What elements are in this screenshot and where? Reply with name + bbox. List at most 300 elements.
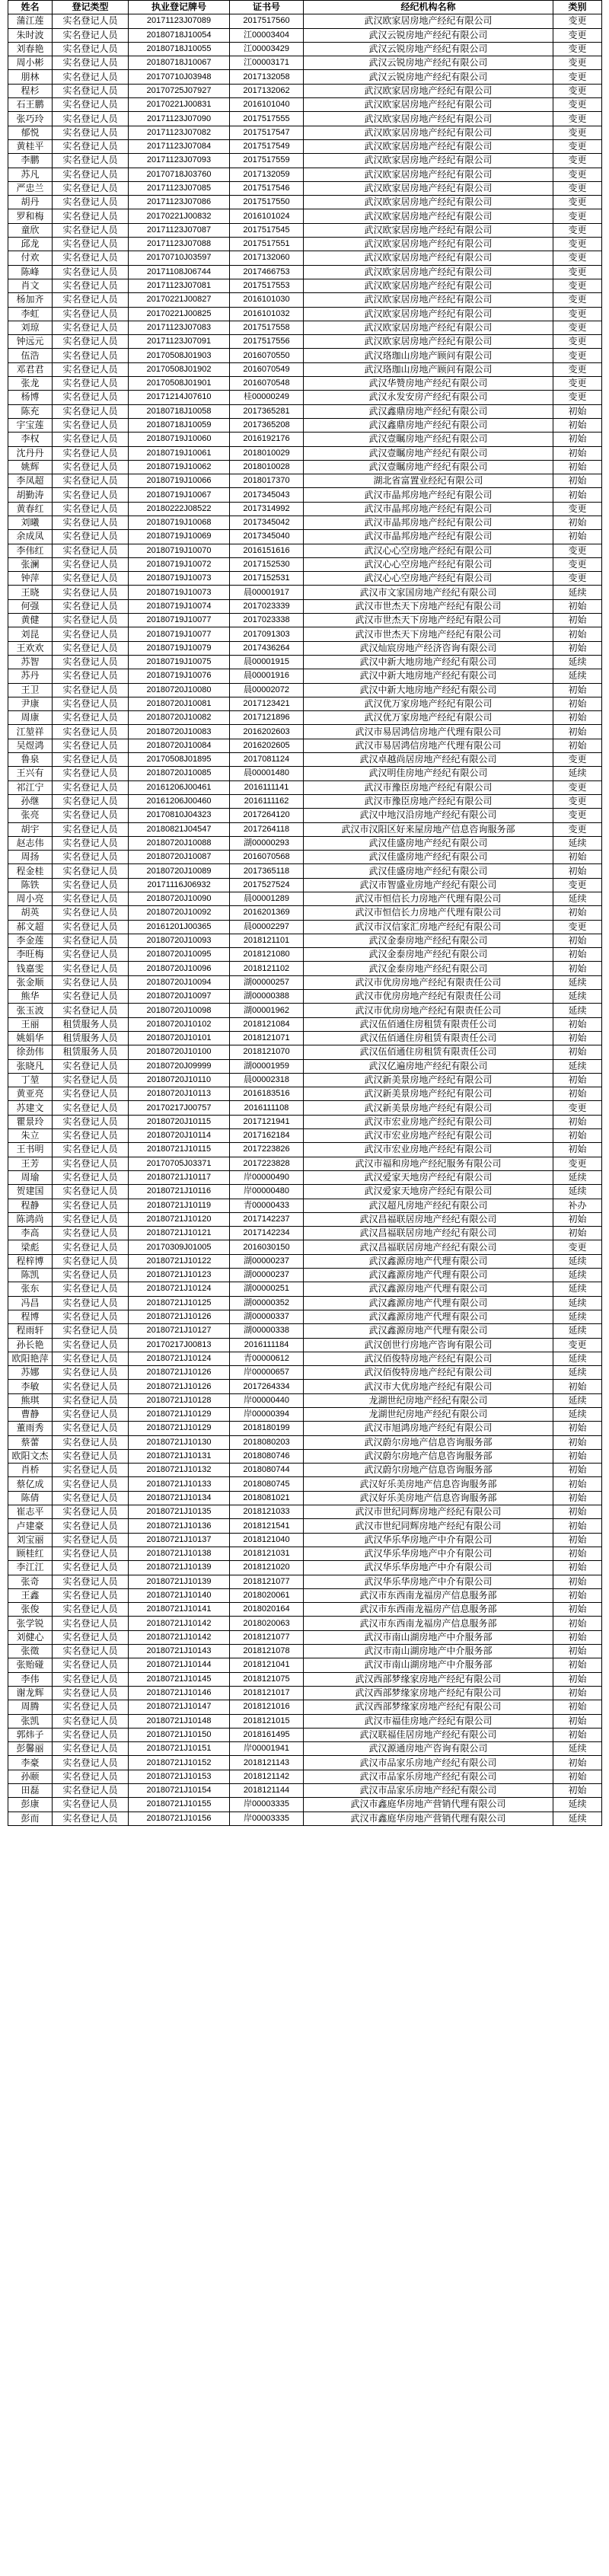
- cell-license-plate-number: 20180719J10074: [129, 599, 230, 613]
- cell-certificate-number: 2018121075: [230, 1672, 304, 1686]
- cell-name: 卢建豪: [8, 1519, 53, 1533]
- cell-certificate-number: 2016202605: [230, 739, 304, 752]
- cell-license-plate-number: 20171123J07086: [129, 196, 230, 209]
- cell-registration-type: 实名登记人员: [53, 377, 129, 391]
- cell-name: 瞿景玲: [8, 1115, 53, 1128]
- table-row: [8, 669, 602, 683]
- table-row: [8, 544, 602, 557]
- cell-registration-type: 实名登记人员: [53, 1296, 129, 1310]
- cell-certificate-number: 2017223828: [230, 1157, 304, 1170]
- cell-certificate-number: 2018020164: [230, 1603, 304, 1617]
- cell-license-plate-number: 20180721J10136: [129, 1519, 230, 1533]
- table-row: [8, 265, 602, 279]
- cell-license-plate-number: 20170508J01901: [129, 377, 230, 391]
- cell-agency-name: 武汉珞珈山房地产顾问有限公司: [304, 349, 553, 362]
- cell-license-plate-number: 20171123J07093: [129, 154, 230, 168]
- cell-certificate-number: 2017517549: [230, 139, 304, 153]
- cell-category: 延续: [553, 892, 602, 906]
- cell-registration-type: 实名登记人员: [53, 1645, 129, 1658]
- cell-agency-name: 武汉欧家居房地产经纪有限公司: [304, 126, 553, 139]
- cell-agency-name: 武汉金泰房地产经纪有限公司: [304, 962, 553, 975]
- cell-agency-name: 武汉好乐美房地产信息咨询服务部: [304, 1491, 553, 1505]
- table-row: [8, 181, 602, 195]
- cell-certificate-number: 2018161495: [230, 1728, 304, 1741]
- cell-license-plate-number: 20180721J10156: [129, 1811, 230, 1825]
- cell-agency-name: 武汉欧家居房地产经纪有限公司: [304, 14, 553, 28]
- cell-name: 姚娟华: [8, 1031, 53, 1045]
- cell-registration-type: 实名登记人员: [53, 516, 129, 529]
- table-header-row: [8, 1, 602, 14]
- cell-license-plate-number: 20180721J10139: [129, 1561, 230, 1575]
- cell-name: 周小亮: [8, 892, 53, 906]
- cell-license-plate-number: 20180720J10090: [129, 892, 230, 906]
- cell-name: 程梓博: [8, 1254, 53, 1268]
- table-row: [8, 1087, 602, 1101]
- cell-category: 变更: [553, 391, 602, 404]
- cell-registration-type: 实名登记人员: [53, 1811, 129, 1825]
- cell-name: 江堃祥: [8, 725, 53, 739]
- cell-registration-type: 实名登记人员: [53, 948, 129, 962]
- cell-certificate-number: 湖00000293: [230, 836, 304, 850]
- cell-name: 李旺梅: [8, 948, 53, 962]
- cell-certificate-number: 2018121080: [230, 948, 304, 962]
- cell-license-plate-number: 20170508J01903: [129, 349, 230, 362]
- cell-license-plate-number: 20180721J10130: [129, 1435, 230, 1449]
- cell-category: 变更: [553, 794, 602, 808]
- cell-category: 延续: [553, 669, 602, 683]
- cell-certificate-number: 2018121102: [230, 962, 304, 975]
- cell-name: 李江江: [8, 1561, 53, 1575]
- cell-license-plate-number: 20180721J10154: [129, 1784, 230, 1798]
- cell-certificate-number: 湖00000337: [230, 1310, 304, 1323]
- cell-certificate-number: 2017345042: [230, 516, 304, 529]
- cell-registration-type: 实名登记人员: [53, 265, 129, 279]
- cell-category: 初始: [553, 530, 602, 544]
- cell-registration-type: 实名登记人员: [53, 1519, 129, 1533]
- cell-registration-type: 实名登记人员: [53, 1449, 129, 1463]
- cell-agency-name: 武汉昌福联居房地产经纪有限公司: [304, 1227, 553, 1240]
- table-row: [8, 655, 602, 669]
- cell-registration-type: 实名登记人员: [53, 1798, 129, 1811]
- cell-registration-type: 实名登记人员: [53, 1422, 129, 1435]
- cell-name: 丁堃: [8, 1073, 53, 1087]
- cell-category: 变更: [553, 349, 602, 362]
- table-row: [8, 349, 602, 362]
- cell-agency-name: 武汉市汉信家汇房地产经纪有限公司: [304, 920, 553, 934]
- cell-certificate-number: 2017023338: [230, 614, 304, 627]
- cell-agency-name: 武汉鑫鼎房地产经纪有限公司: [304, 418, 553, 432]
- cell-license-plate-number: 20171123J07090: [129, 112, 230, 126]
- cell-license-plate-number: 20180721J10126: [129, 1380, 230, 1393]
- cell-license-plate-number: 20180719J10068: [129, 516, 230, 529]
- cell-name: 梁彪: [8, 1240, 53, 1254]
- cell-agency-name: 武汉市品家乐房地产经纪有限公司: [304, 1770, 553, 1783]
- cell-registration-type: 实名登记人员: [53, 139, 129, 153]
- table-row: [8, 168, 602, 181]
- cell-agency-name: 武汉市优房房地产经纪有限责任公司: [304, 1004, 553, 1017]
- cell-registration-type: 租赁服务人员: [53, 1017, 129, 1031]
- cell-license-plate-number: 20180719J10062: [129, 460, 230, 474]
- header-license-plate-number: 执业登记牌号: [129, 1, 230, 14]
- cell-category: 延续: [553, 1310, 602, 1323]
- cell-registration-type: 实名登记人员: [53, 1714, 129, 1728]
- cell-certificate-number: 岸00000394: [230, 1407, 304, 1421]
- cell-certificate-number: 2018080745: [230, 1477, 304, 1491]
- cell-license-plate-number: 20180719J10060: [129, 433, 230, 446]
- table-row: [8, 488, 602, 502]
- cell-registration-type: 实名登记人员: [53, 1588, 129, 1602]
- cell-certificate-number: 青00000433: [230, 1199, 304, 1212]
- cell-category: 变更: [553, 238, 602, 251]
- cell-category: 初始: [553, 1031, 602, 1045]
- cell-registration-type: 实名登记人员: [53, 307, 129, 321]
- table-row: [8, 1157, 602, 1170]
- cell-certificate-number: 2018121070: [230, 1045, 304, 1059]
- table-row: [8, 1017, 602, 1031]
- cell-category: 变更: [553, 377, 602, 391]
- cell-category: 延续: [553, 1407, 602, 1421]
- cell-certificate-number: 湖00000237: [230, 1254, 304, 1268]
- cell-category: 变更: [553, 265, 602, 279]
- cell-certificate-number: 2017264118: [230, 822, 304, 836]
- cell-agency-name: 武汉欧家居房地产经纪有限公司: [304, 209, 553, 223]
- table-row: [8, 1004, 602, 1017]
- cell-category: 变更: [553, 557, 602, 571]
- cell-agency-name: 武汉灿宸房地产经济咨询有限公司: [304, 641, 553, 655]
- table-row: [8, 1464, 602, 1477]
- table-row: [8, 683, 602, 697]
- table-row: [8, 1170, 602, 1184]
- table-row: [8, 822, 602, 836]
- cell-category: 初始: [553, 1686, 602, 1700]
- cell-name: 彭康: [8, 1798, 53, 1811]
- cell-category: 初始: [553, 1756, 602, 1770]
- cell-license-plate-number: 20170221J00832: [129, 209, 230, 223]
- cell-certificate-number: 青00000612: [230, 1352, 304, 1365]
- cell-agency-name: 武汉珞珈山房地产顾问有限公司: [304, 362, 553, 376]
- table-row: [8, 279, 602, 292]
- cell-category: 变更: [553, 154, 602, 168]
- cell-category: 变更: [553, 168, 602, 181]
- cell-registration-type: 实名登记人员: [53, 557, 129, 571]
- cell-name: 黄春红: [8, 502, 53, 516]
- cell-agency-name: 武汉优万家房地产经纪有限公司: [304, 697, 553, 710]
- cell-name: 张俊: [8, 1603, 53, 1617]
- cell-certificate-number: 湖00000257: [230, 975, 304, 989]
- cell-agency-name: 龙湖世纪房地产经纪有限公司: [304, 1407, 553, 1421]
- cell-license-plate-number: 20180721J10148: [129, 1714, 230, 1728]
- cell-agency-name: 武汉云锐房地产经纪有限公司: [304, 70, 553, 84]
- cell-license-plate-number: 20180720J10110: [129, 1073, 230, 1087]
- cell-certificate-number: 2016070549: [230, 362, 304, 376]
- cell-registration-type: 租赁服务人员: [53, 1045, 129, 1059]
- cell-name: 程金桂: [8, 864, 53, 878]
- cell-registration-type: 实名登记人员: [53, 196, 129, 209]
- cell-category: 变更: [553, 1157, 602, 1170]
- table-row: [8, 1227, 602, 1240]
- cell-license-plate-number: 20180720J10083: [129, 725, 230, 739]
- cell-agency-name: 武汉心心空房地产经纪有限公司: [304, 557, 553, 571]
- table-row: [8, 293, 602, 307]
- cell-certificate-number: 2018121031: [230, 1547, 304, 1560]
- cell-certificate-number: 2016101030: [230, 293, 304, 307]
- cell-license-plate-number: 20180720J10082: [129, 711, 230, 725]
- cell-name: 熊琪: [8, 1393, 53, 1407]
- cell-certificate-number: 2018180199: [230, 1422, 304, 1435]
- cell-certificate-number: 湖00000237: [230, 1269, 304, 1282]
- cell-certificate-number: 2018020063: [230, 1617, 304, 1630]
- cell-license-plate-number: 20180719J10073: [129, 572, 230, 586]
- cell-registration-type: 实名登记人员: [53, 767, 129, 780]
- cell-agency-name: 武汉明佳房地产经纪有限公司: [304, 767, 553, 780]
- header-category: 类别: [553, 1, 602, 14]
- cell-category: 变更: [553, 878, 602, 892]
- cell-certificate-number: 2017132059: [230, 168, 304, 181]
- cell-agency-name: 武汉市南山湖房地产中介服务部: [304, 1658, 553, 1672]
- cell-license-plate-number: 20180720J10080: [129, 683, 230, 697]
- cell-license-plate-number: 20180719J10079: [129, 641, 230, 655]
- table-row: [8, 1505, 602, 1519]
- cell-license-plate-number: 20180718J10058: [129, 404, 230, 418]
- table-row: [8, 725, 602, 739]
- cell-license-plate-number: 20180721J10123: [129, 1269, 230, 1282]
- cell-category: 初始: [553, 627, 602, 641]
- cell-name: 李伟红: [8, 544, 53, 557]
- cell-license-plate-number: 20180720J10095: [129, 948, 230, 962]
- cell-certificate-number: 2017345040: [230, 530, 304, 544]
- table-row: [8, 864, 602, 878]
- cell-name: 郁悦: [8, 126, 53, 139]
- cell-certificate-number: 2016111184: [230, 1338, 304, 1352]
- cell-category: 延续: [553, 767, 602, 780]
- cell-agency-name: 武汉伍佰通住房租赁有限责任公司: [304, 1017, 553, 1031]
- cell-name: 陈凯: [8, 1269, 53, 1282]
- cell-license-plate-number: 20180721J10153: [129, 1770, 230, 1783]
- table-row: [8, 1533, 602, 1547]
- cell-registration-type: 实名登记人员: [53, 1756, 129, 1770]
- cell-license-plate-number: 20180721J10126: [129, 1310, 230, 1323]
- cell-registration-type: 实名登记人员: [53, 1491, 129, 1505]
- cell-registration-type: 实名登记人员: [53, 1212, 129, 1226]
- cell-license-plate-number: 20180720J10101: [129, 1031, 230, 1045]
- cell-certificate-number: 江00003429: [230, 42, 304, 56]
- table-row: [8, 599, 602, 613]
- table-row: [8, 1254, 602, 1268]
- cell-certificate-number: 2017132058: [230, 70, 304, 84]
- cell-category: 初始: [553, 488, 602, 502]
- cell-registration-type: 实名登记人员: [53, 641, 129, 655]
- cell-name: 胡勤涛: [8, 488, 53, 502]
- cell-license-plate-number: 20180721J10124: [129, 1282, 230, 1296]
- cell-registration-type: 实名登记人员: [53, 1617, 129, 1630]
- table-row: [8, 238, 602, 251]
- cell-name: 胡英: [8, 906, 53, 920]
- cell-agency-name: 武汉市晶邦房地产经纪有限公司: [304, 502, 553, 516]
- cell-name: 童欣: [8, 223, 53, 237]
- cell-registration-type: 实名登记人员: [53, 1393, 129, 1407]
- cell-certificate-number: 2016192176: [230, 433, 304, 446]
- cell-name: 张奇: [8, 1575, 53, 1588]
- cell-category: 初始: [553, 1519, 602, 1533]
- cell-category: 延续: [553, 1269, 602, 1282]
- table-row: [8, 1073, 602, 1087]
- cell-certificate-number: 2016070548: [230, 377, 304, 391]
- cell-category: 初始: [553, 1672, 602, 1686]
- cell-registration-type: 实名登记人员: [53, 1004, 129, 1017]
- cell-agency-name: 武汉昌福联居房地产经纪有限公司: [304, 1240, 553, 1254]
- cell-agency-name: 武汉市恒信长力房地产代理有限公司: [304, 906, 553, 920]
- cell-certificate-number: 2018121143: [230, 1756, 304, 1770]
- cell-name: 顾桂红: [8, 1547, 53, 1560]
- cell-agency-name: 武汉市东西南龙福房产信息服务部: [304, 1603, 553, 1617]
- cell-registration-type: 实名登记人员: [53, 223, 129, 237]
- cell-certificate-number: 2017517556: [230, 335, 304, 349]
- cell-certificate-number: 2017517560: [230, 14, 304, 28]
- cell-agency-name: 武汉金泰房地产经纪有限公司: [304, 934, 553, 947]
- cell-license-plate-number: 20180721J10120: [129, 1212, 230, 1226]
- cell-license-plate-number: 20180721J10142: [129, 1617, 230, 1630]
- cell-license-plate-number: 20170710J03597: [129, 251, 230, 265]
- cell-certificate-number: 2017223826: [230, 1143, 304, 1157]
- cell-category: 初始: [553, 1575, 602, 1588]
- table-row: [8, 767, 602, 780]
- cell-agency-name: 武汉鑫源房地产代理有限公司: [304, 1296, 553, 1310]
- table-row: [8, 920, 602, 934]
- cell-agency-name: 武汉源通房地产咨询有限公司: [304, 1742, 553, 1756]
- table-row: [8, 934, 602, 947]
- cell-registration-type: 实名登记人员: [53, 627, 129, 641]
- cell-agency-name: 武汉欧家居房地产经纪有限公司: [304, 112, 553, 126]
- table-row: [8, 460, 602, 474]
- cell-certificate-number: 2018017370: [230, 474, 304, 488]
- cell-certificate-number: 2016111108: [230, 1101, 304, 1115]
- cell-name: 程静: [8, 1199, 53, 1212]
- table-row: [8, 1756, 602, 1770]
- cell-license-plate-number: 20171123J07091: [129, 335, 230, 349]
- table-row: [8, 878, 602, 892]
- cell-license-plate-number: 20180721J10119: [129, 1199, 230, 1212]
- cell-license-plate-number: 20180721J10132: [129, 1464, 230, 1477]
- cell-certificate-number: 桂00000249: [230, 391, 304, 404]
- cell-name: 朋林: [8, 70, 53, 84]
- cell-agency-name: 武汉中新大地房地产经纪有限公司: [304, 669, 553, 683]
- cell-category: 初始: [553, 851, 602, 864]
- cell-certificate-number: 岸00000490: [230, 1170, 304, 1184]
- cell-license-plate-number: 20180718J10054: [129, 28, 230, 42]
- cell-license-plate-number: 20161206J00460: [129, 794, 230, 808]
- cell-certificate-number: 2017517547: [230, 126, 304, 139]
- cell-agency-name: 武汉蔚尔房地产信息咨询服务部: [304, 1435, 553, 1449]
- cell-license-plate-number: 20180721J10155: [129, 1798, 230, 1811]
- cell-category: 变更: [553, 84, 602, 97]
- cell-license-plate-number: 20180720J10096: [129, 962, 230, 975]
- cell-category: 初始: [553, 1561, 602, 1575]
- registration-table: [8, 0, 602, 1826]
- cell-category: 初始: [553, 948, 602, 962]
- cell-name: 王卫: [8, 683, 53, 697]
- cell-category: 变更: [553, 572, 602, 586]
- cell-registration-type: 实名登记人员: [53, 809, 129, 822]
- cell-registration-type: 实名登记人员: [53, 697, 129, 710]
- cell-license-plate-number: 20170217J00813: [129, 1338, 230, 1352]
- cell-name: 张徵: [8, 1645, 53, 1658]
- cell-license-plate-number: 20180821J04547: [129, 822, 230, 836]
- cell-license-plate-number: 20180720J10092: [129, 906, 230, 920]
- table-row: [8, 1059, 602, 1073]
- cell-registration-type: 实名登记人员: [53, 1101, 129, 1115]
- table-row: [8, 474, 602, 488]
- cell-certificate-number: 2017123421: [230, 697, 304, 710]
- cell-agency-name: 武汉永发安房产经纪有限公司: [304, 391, 553, 404]
- cell-category: 初始: [553, 1073, 602, 1087]
- cell-license-plate-number: 20180721J10139: [129, 1575, 230, 1588]
- table-row: [8, 1380, 602, 1393]
- cell-license-plate-number: 20180720J10100: [129, 1045, 230, 1059]
- cell-certificate-number: 2016201369: [230, 906, 304, 920]
- cell-certificate-number: 2018121015: [230, 1714, 304, 1728]
- cell-license-plate-number: 20180719J10077: [129, 614, 230, 627]
- cell-agency-name: 武汉中新大地房地产经纪有限公司: [304, 655, 553, 669]
- cell-license-plate-number: 20180721J10128: [129, 1393, 230, 1407]
- cell-agency-name: 武汉华赞房地产经纪有限公司: [304, 377, 553, 391]
- cell-registration-type: 实名登记人员: [53, 920, 129, 934]
- cell-certificate-number: 晨00001917: [230, 586, 304, 599]
- cell-license-plate-number: 20180721J10131: [129, 1449, 230, 1463]
- cell-registration-type: 实名登记人员: [53, 655, 129, 669]
- cell-certificate-number: 2016151616: [230, 544, 304, 557]
- cell-name: 伍浩: [8, 349, 53, 362]
- cell-license-plate-number: 20180719J10077: [129, 627, 230, 641]
- cell-agency-name: 武汉新美景房地产经纪有限公司: [304, 1087, 553, 1101]
- cell-agency-name: 武汉新美景房地产经纪有限公司: [304, 1073, 553, 1087]
- cell-agency-name: 武汉欧家居房地产经纪有限公司: [304, 293, 553, 307]
- cell-certificate-number: 2016070568: [230, 851, 304, 864]
- cell-registration-type: 实名登记人员: [53, 1170, 129, 1184]
- cell-agency-name: 武汉市宏业房地产经纪有限公司: [304, 1115, 553, 1128]
- table-row: [8, 335, 602, 349]
- table-row: [8, 1547, 602, 1560]
- cell-license-plate-number: 20180721J10116: [129, 1185, 230, 1199]
- cell-registration-type: 实名登记人员: [53, 70, 129, 84]
- cell-category: 补办: [553, 1199, 602, 1212]
- cell-agency-name: 武汉鑫源房地产代理有限公司: [304, 1324, 553, 1338]
- cell-registration-type: 实名登记人员: [53, 1269, 129, 1282]
- table-row: [8, 753, 602, 767]
- cell-category: 初始: [553, 1491, 602, 1505]
- cell-license-plate-number: 20180719J10067: [129, 488, 230, 502]
- cell-registration-type: 实名登记人员: [53, 1185, 129, 1199]
- cell-category: 变更: [553, 14, 602, 28]
- cell-category: 变更: [553, 502, 602, 516]
- cell-name: 严忠兰: [8, 181, 53, 195]
- cell-license-plate-number: 20180721J10150: [129, 1728, 230, 1741]
- cell-category: 初始: [553, 460, 602, 474]
- cell-certificate-number: 2018121077: [230, 1630, 304, 1644]
- cell-license-plate-number: 20180222J08522: [129, 502, 230, 516]
- cell-category: 初始: [553, 934, 602, 947]
- cell-license-plate-number: 20180721J10129: [129, 1422, 230, 1435]
- cell-license-plate-number: 20171123J07083: [129, 321, 230, 334]
- cell-registration-type: 实名登记人员: [53, 794, 129, 808]
- cell-agency-name: 湖北省富置业经纪有限公司: [304, 474, 553, 488]
- cell-agency-name: 武汉市豫臣房地产经纪有限公司: [304, 794, 553, 808]
- cell-category: 延续: [553, 1185, 602, 1199]
- cell-category: 初始: [553, 516, 602, 529]
- cell-agency-name: 武汉市易居鸿信房地产代理有限公司: [304, 739, 553, 752]
- cell-certificate-number: 2016111141: [230, 780, 304, 794]
- cell-license-plate-number: 20180721J10151: [129, 1742, 230, 1756]
- cell-registration-type: 实名登记人员: [53, 1700, 129, 1714]
